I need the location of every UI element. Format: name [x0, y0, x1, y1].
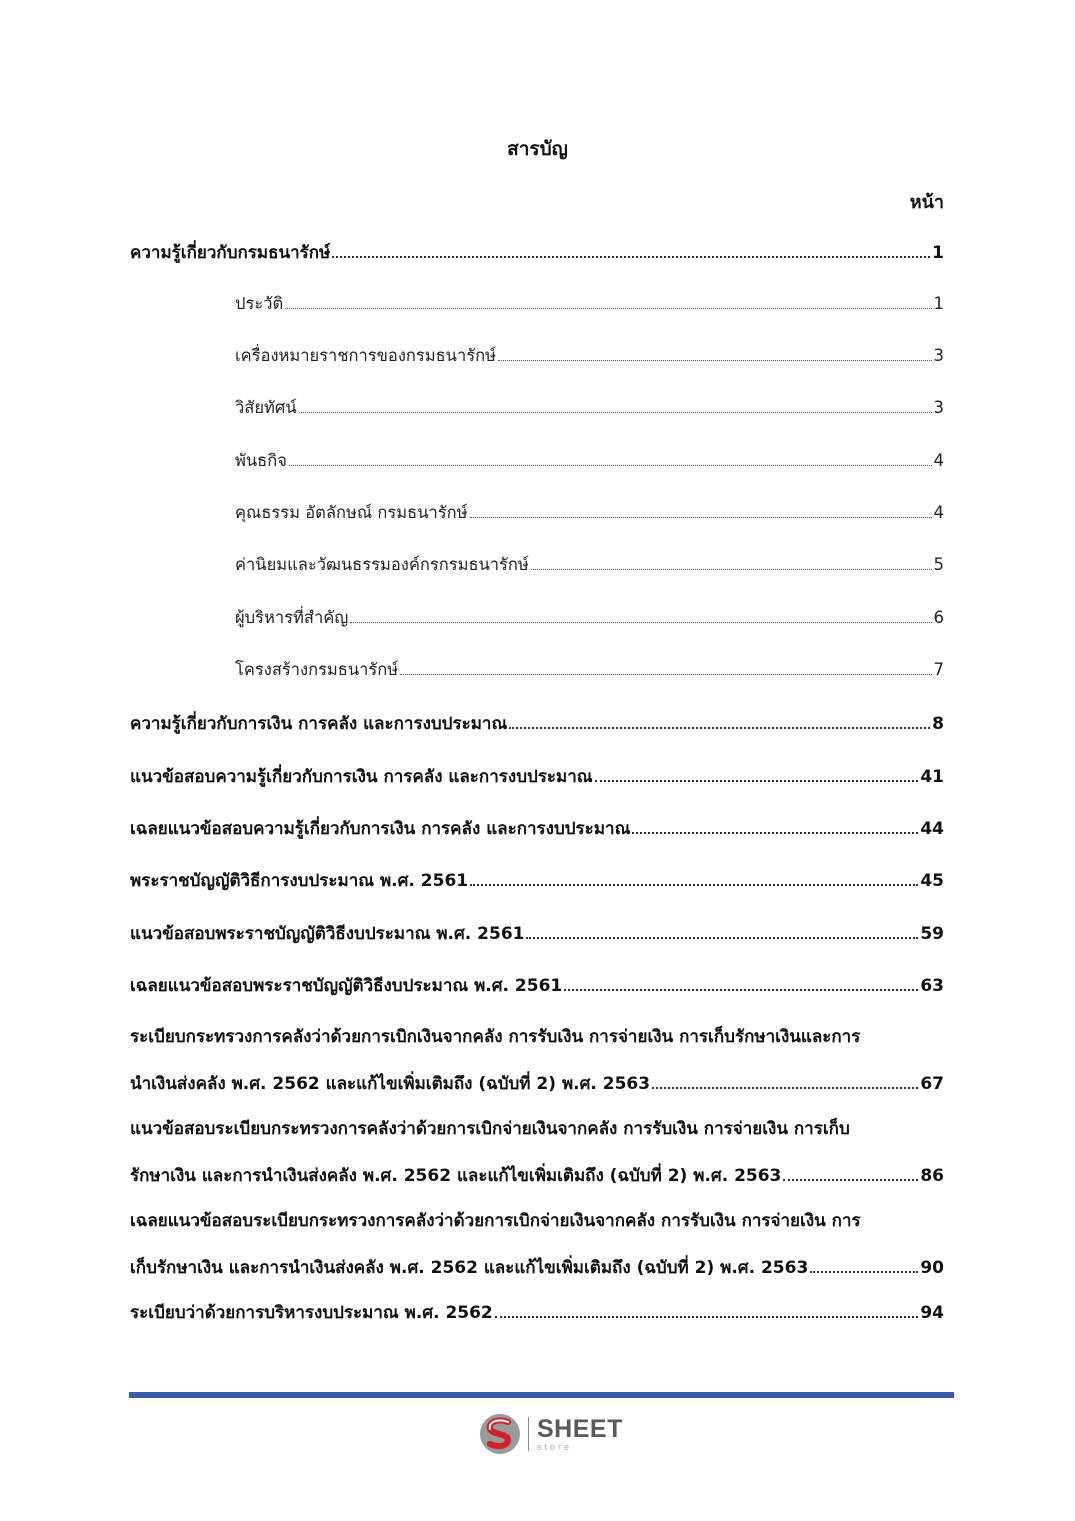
toc-entry — [130, 761, 944, 813]
toc-entry-page: 44 — [920, 818, 944, 839]
toc-entry-page: 1 — [933, 293, 944, 313]
toc-subentry — [130, 342, 944, 394]
toc-entry-label-line1: แนวข้อสอบระเบียบกระทรวงการคลังว่าด้วยการเบิกจ่ายเงินจากคลัง การรับเงิน การจ่ายเงิน การเก็บ — [130, 1118, 850, 1139]
toc-entry-label-line2: เก็บรักษาเงิน และการนำเงินส่งคลัง พ.ศ. 2562 และแก้ไขเพิ่มเติมถึง (ฉบับที่ 2) พ.ศ. 2563 — [130, 1257, 809, 1278]
toc-entry-page: 3 — [933, 345, 944, 365]
toc-entry-label: ประวัติ — [235, 293, 284, 313]
dot-leader — [350, 604, 931, 623]
page-column-header: หน้า — [909, 192, 944, 213]
dot-leader — [783, 1160, 918, 1181]
toc-entry-label: ผู้บริหารที่สำคัญ — [235, 607, 349, 627]
dot-leader — [595, 761, 919, 782]
toc-entry-label: คุณธรรม อัตลักษณ์ กรมธนารักษ์ — [235, 503, 468, 523]
toc-entry-multiline — [130, 1115, 944, 1205]
toc-entry-multiline — [130, 1207, 944, 1297]
toc-subentry — [130, 447, 944, 499]
footer-divider-bar — [129, 1392, 954, 1398]
dot-leader — [470, 499, 932, 518]
toc-entry-label-line2: นำเงินส่งคลัง พ.ศ. 2562 และแก้ไขเพิ่มเติมถึง (ฉบับที่ 2) พ.ศ. 2563 — [130, 1073, 651, 1094]
sheet-store-s-logo-icon — [478, 1412, 522, 1456]
dot-leader — [531, 551, 932, 570]
toc-entry — [130, 237, 944, 289]
logo-separator — [528, 1417, 529, 1451]
toc-subentry — [130, 656, 944, 708]
toc-entry-page: 63 — [920, 976, 944, 997]
dot-leader — [632, 813, 918, 834]
toc-entry — [130, 813, 944, 865]
toc-entry-multiline — [130, 1023, 944, 1113]
toc-entry-label: แนวข้อสอบพระราชบัญญัติวิธีงบประมาณ พ.ศ. 2561 — [130, 923, 525, 944]
toc-entry-page: 67 — [920, 1073, 944, 1094]
toc-entry-label-line2: รักษาเงิน และการนำเงินส่งคลัง พ.ศ. 2562 และแก้ไขเพิ่มเติมถึง (ฉบับที่ 2) พ.ศ. 2563 — [130, 1165, 782, 1186]
toc-subentry — [130, 551, 944, 603]
toc-entry-page: 3 — [933, 398, 944, 418]
toc-entry-label: ความรู้เกี่ยวกับการเงิน การคลัง และการงบประมาณ — [130, 714, 508, 735]
toc-subentry — [130, 499, 944, 551]
toc-entry — [130, 918, 944, 970]
toc-subentry — [130, 604, 944, 656]
toc-entry-label: แนวข้อสอบความรู้เกี่ยวกับการเงิน การคลัง และการงบประมาณ — [130, 766, 593, 787]
toc-entry-label: เฉลยแนวข้อสอบความรู้เกี่ยวกับการเงิน การคลัง และการงบประมาณ — [130, 818, 631, 839]
toc-entry-label: โครงสร้างกรมธนารักษ์ — [235, 660, 399, 680]
page-title: สารบัญ — [507, 138, 568, 160]
toc-entry-page: 41 — [920, 766, 944, 787]
toc-entry-label: พระราชบัญญัติวิธีการงบประมาณ พ.ศ. 2561 — [130, 871, 469, 892]
dot-leader — [498, 342, 932, 361]
toc-entry-label-line1: เฉลยแนวข้อสอบระเบียบกระทรวงการคลังว่าด้วยการเบิกจ่ายเงินจากคลัง การรับเงิน การจ่ายเงิน การ — [130, 1210, 861, 1231]
dot-leader — [564, 970, 918, 991]
toc-entry-label: เฉลยแนวข้อสอบพระราชบัญญัติวิธีงบประมาณ พ.ศ. 2561 — [130, 976, 563, 997]
toc-entry — [130, 970, 944, 1022]
toc-entry-page: 59 — [920, 923, 944, 944]
toc-entry-page: 45 — [920, 871, 944, 892]
toc-entry-page: 7 — [933, 660, 944, 680]
logo-brand-subtext: store — [537, 1441, 573, 1452]
toc-entry-label-line1: ระเบียบกระทรวงการคลังว่าด้วยการเบิกเงินจากคลัง การรับเงิน การจ่ายเงิน การเก็บรักษาเงินและการ — [130, 1026, 861, 1047]
toc-entry-page: 5 — [933, 555, 944, 575]
dot-leader — [470, 866, 918, 887]
table-of-contents — [130, 237, 944, 1349]
dot-leader — [285, 289, 931, 308]
toc-entry-page: 6 — [933, 607, 944, 627]
toc-entry-page: 4 — [933, 450, 944, 470]
dot-leader — [299, 394, 932, 413]
toc-entry-label: วิสัยทัศน์ — [235, 398, 297, 418]
toc-subentry — [130, 289, 944, 341]
toc-entry-label: ระเบียบว่าด้วยการบริหารงบประมาณ พ.ศ. 2562 — [130, 1302, 493, 1323]
toc-entry-label: ค่านิยมและวัฒนธรรมองค์กรกรมธนารักษ์ — [235, 555, 529, 575]
toc-entry — [130, 1297, 944, 1349]
toc-entry-page: 8 — [932, 714, 944, 735]
dot-leader — [526, 918, 918, 939]
dot-leader — [400, 656, 931, 675]
dot-leader — [332, 237, 930, 258]
dot-leader — [509, 709, 930, 730]
sheet-store-logo — [478, 1412, 623, 1456]
dot-leader — [495, 1297, 919, 1318]
toc-entry-page: 86 — [920, 1165, 944, 1186]
toc-entry-page: 94 — [920, 1302, 944, 1323]
dot-leader — [652, 1068, 918, 1089]
dot-leader — [810, 1252, 918, 1273]
dot-leader — [289, 447, 932, 466]
toc-entry-page: 90 — [920, 1257, 944, 1278]
toc-entry-page: 1 — [932, 242, 944, 263]
toc-entry-label: เครื่องหมายราชการของกรมธนารักษ์ — [235, 345, 496, 365]
toc-entry-label: พันธกิจ — [235, 450, 287, 470]
toc-entry — [130, 709, 944, 761]
toc-subentry — [130, 394, 944, 446]
logo-brand-text: SHEET — [537, 1414, 623, 1443]
toc-entry-label: ความรู้เกี่ยวกับกรมธนารักษ์ — [130, 242, 331, 263]
toc-entry — [130, 866, 944, 918]
toc-entry-page: 4 — [933, 503, 944, 523]
